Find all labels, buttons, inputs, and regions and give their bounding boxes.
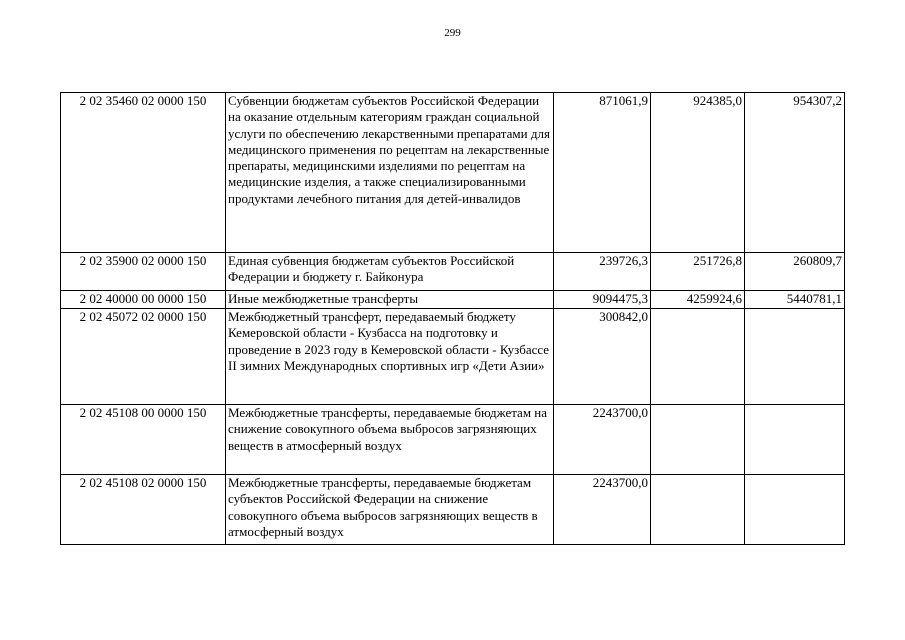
amount-year2-cell: [651, 475, 745, 545]
amount-year3-cell: 5440781,1: [745, 291, 845, 309]
page-number: 299: [444, 27, 461, 39]
income-name-cell: Единая субвенция бюджетам субъектов Российской Федерации и бюджету г. Байконура: [226, 253, 554, 291]
amount-year3-cell: 954307,2: [745, 93, 845, 253]
amount-year3-cell: 260809,7: [745, 253, 845, 291]
amount-year2-cell: 251726,8: [651, 253, 745, 291]
table-row: [61, 405, 845, 475]
amount-year2-cell: 924385,0: [651, 93, 745, 253]
table-row: [61, 253, 845, 291]
budget-code-cell: 2 02 45108 02 0000 150: [61, 475, 226, 545]
amount-year1-cell: 2243700,0: [554, 475, 651, 545]
amount-year2-cell: [651, 405, 745, 475]
budget-code-cell: 2 02 45108 00 0000 150: [61, 405, 226, 475]
budget-revenue-table: [60, 92, 845, 545]
amount-year3-cell: [745, 309, 845, 405]
table-row: [61, 93, 845, 253]
amount-year3-cell: [745, 475, 845, 545]
amount-year3-cell: [745, 405, 845, 475]
table-row: [61, 475, 845, 545]
income-name-cell: Межбюджетные трансферты, передаваемые бюджетам субъектов Российской Федерации на снижение совокупного объема выбросов загрязняющих веществ в атмосферный воздух: [226, 475, 554, 545]
amount-year2-cell: 4259924,6: [651, 291, 745, 309]
amount-year1-cell: 9094475,3: [554, 291, 651, 309]
budget-code-cell: 2 02 40000 00 0000 150: [61, 291, 226, 309]
amount-year2-cell: [651, 309, 745, 405]
table-row: [61, 309, 845, 405]
amount-year1-cell: 871061,9: [554, 93, 651, 253]
income-name-cell: Субвенции бюджетам субъектов Российской Федерации на оказание отдельным категориям граждан социальной услуги по обеспечению лекарственными препаратами для медицинского применения по рецептам на лекарственные препараты, медицинскими изделиями по рецептам на медицинские изделия, а также специализированными продуктами лечебного питания для детей-инвалидов: [226, 93, 554, 253]
budget-code-cell: 2 02 45072 02 0000 150: [61, 309, 226, 405]
income-name-cell: Межбюджетные трансферты, передаваемые бюджетам на снижение совокупного объема выбросов загрязняющих веществ в атмосферный воздух: [226, 405, 554, 475]
amount-year1-cell: 239726,3: [554, 253, 651, 291]
income-name-cell: Межбюджетный трансферт, передаваемый бюджету Кемеровской области - Кузбасса на подготовку и проведение в 2023 году в Кемеровской области - Кузбассе II зимних Международных спортивных игр «Дети Азии»: [226, 309, 554, 405]
income-name-cell: Иные межбюджетные трансферты: [226, 291, 554, 309]
budget-code-cell: 2 02 35900 02 0000 150: [61, 253, 226, 291]
table-row: [61, 291, 845, 309]
amount-year1-cell: 2243700,0: [554, 405, 651, 475]
amount-year1-cell: 300842,0: [554, 309, 651, 405]
budget-code-cell: 2 02 35460 02 0000 150: [61, 93, 226, 253]
